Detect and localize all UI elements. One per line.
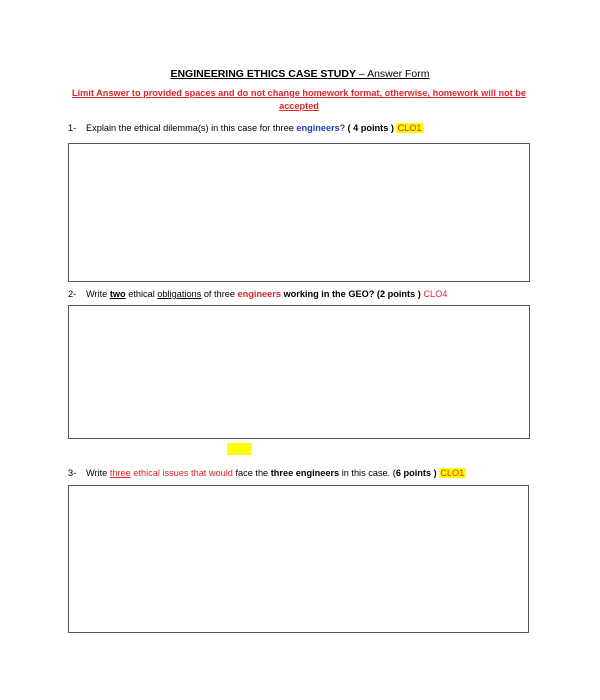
- question-3-issues: ethical issues that would: [130, 468, 233, 478]
- question-3-text-b: face the: [232, 468, 271, 478]
- question-3-text: Write: [86, 468, 110, 478]
- question-2-points: working in the GEO? (2 points ): [280, 289, 421, 299]
- title-subtitle: Answer Form: [367, 68, 430, 80]
- question-3-points: 6 points ): [395, 468, 437, 478]
- question-3-engineers: three engineers: [270, 468, 340, 478]
- title-dash: –: [355, 68, 368, 80]
- question-1-number: 1-: [68, 123, 77, 133]
- question-2-obligations: obligations: [157, 289, 202, 299]
- question-2-number: 2-: [68, 289, 77, 299]
- question-2-text: Write: [86, 289, 110, 299]
- question-1-clo: CLO1: [397, 123, 422, 133]
- answer-box-1[interactable]: [68, 143, 530, 282]
- format-warning: Limit Answer to provided spaces and do not change homework format, otherwise, homework will not be accepted: [72, 88, 526, 111]
- question-2-clo: CLO4: [423, 289, 448, 299]
- question-2: [68, 289, 447, 299]
- question-2-engineers: engineers: [237, 289, 281, 299]
- question-3-clo: CLO1: [440, 468, 465, 478]
- question-1-points: ( 4 points ): [347, 123, 394, 133]
- question-1-mark: ?: [339, 123, 348, 133]
- question-1-text: Explain the ethical dilemma(s) in this case for three: [86, 123, 297, 133]
- question-3-number: 3-: [68, 468, 77, 478]
- form-title: [0, 68, 600, 80]
- title-main: ENGINEERING ETHICS CASE STUDY: [170, 68, 356, 80]
- highlight-mark: [227, 443, 251, 455]
- question-2-text-b: ethical: [125, 289, 158, 299]
- question-2-two: two: [109, 289, 126, 299]
- question-3: [68, 468, 465, 478]
- question-3-three: three: [109, 468, 131, 478]
- question-2-text-c: of three: [201, 289, 238, 299]
- question-1: [68, 123, 423, 133]
- answer-box-2[interactable]: [68, 305, 530, 439]
- question-3-text-c: in this case. (: [339, 468, 396, 478]
- answer-box-3[interactable]: [68, 485, 529, 633]
- question-1-engineers: engineers: [296, 123, 340, 133]
